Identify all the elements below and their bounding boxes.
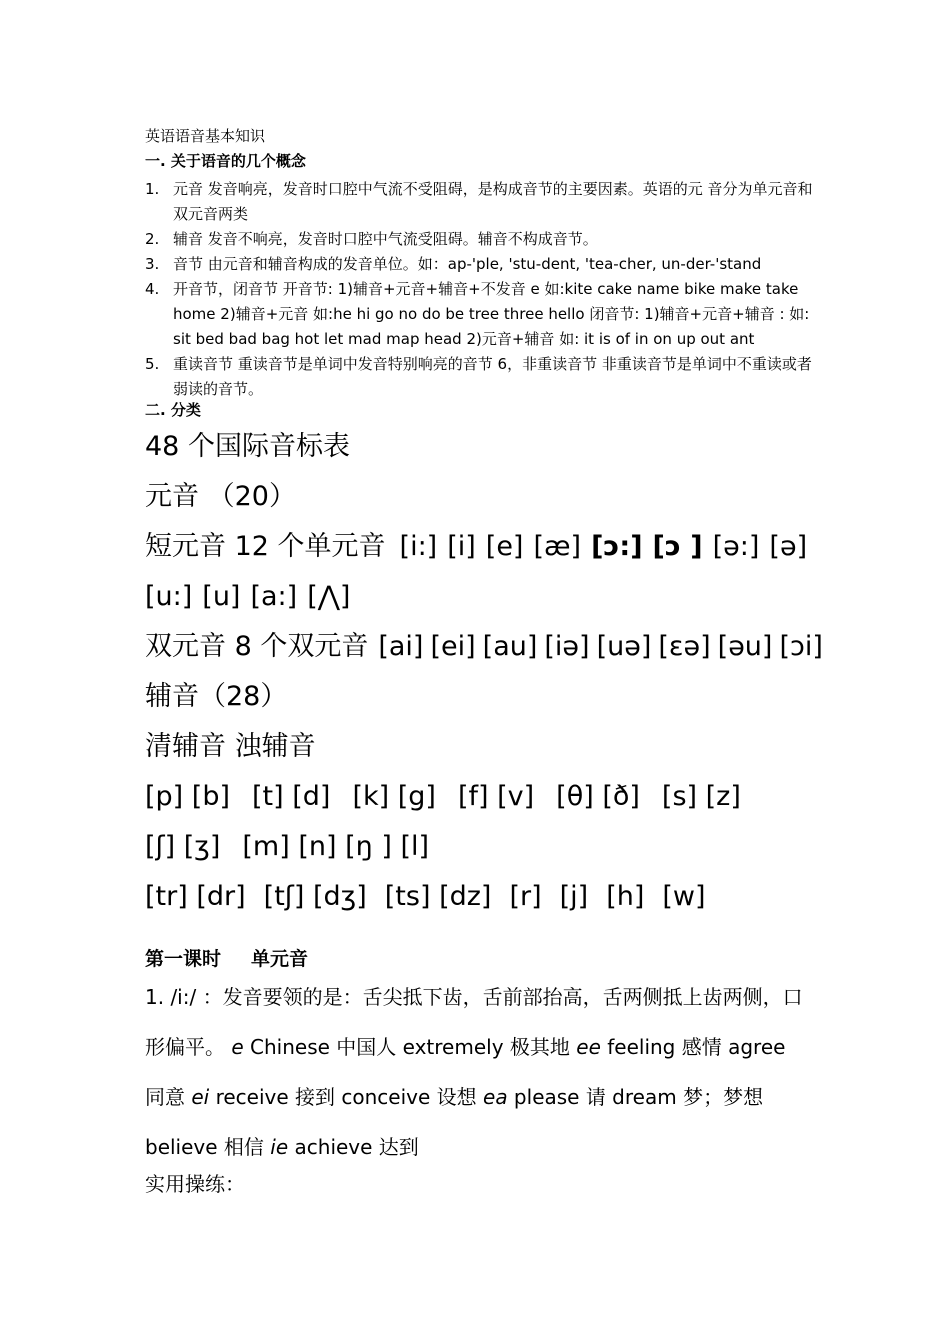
short-vowels-symbols xyxy=(400,531,818,562)
short-vowels-row-2 xyxy=(145,579,360,615)
phonetic-symbol: [e] xyxy=(485,531,524,562)
practice-label: 实用操练： xyxy=(145,1172,245,1196)
section1-heading: 一. 关于语音的几个概念 xyxy=(145,152,306,170)
phonetic-symbol: [æ] xyxy=(533,531,582,562)
phonetic-symbol: [au] xyxy=(482,631,538,662)
short-vowels-row xyxy=(145,529,817,565)
phonetic-symbol: [ə] xyxy=(769,531,808,562)
phonetic-symbol: [i:] xyxy=(399,531,438,562)
list-item: 2. 辅音 发音不响亮，发音时口腔中气流受阻碍。辅音不构成音节。 xyxy=(145,230,598,248)
section2-heading: 二. 分类 xyxy=(145,401,201,419)
phonetic-symbol: [u] xyxy=(202,581,241,612)
phonetic-symbol: [u:] xyxy=(145,581,193,612)
lesson-paragraph: 1. /i:/ ：发音要领的是：舌尖抵下齿，舌前部抬高，舌两侧抵上齿两侧，口形偏平。 e Chinese 中国人 extremely 极其地 ee feeling 感情 agree 同意 ei receive 接到 conceive 设想 ea please 请 dream 梦；梦想 believe 相信 ie achieve 达到 xyxy=(145,985,803,1159)
phonetic-symbol: [uə] xyxy=(596,631,652,662)
lesson-title: 第一课时 单元音 xyxy=(145,948,309,970)
phonetic-symbol: [m] [n] [ŋ ] [l] xyxy=(242,831,430,862)
vowels-heading: 元音 （20） xyxy=(145,481,296,512)
consonants-row-3 xyxy=(145,879,724,915)
phonetic-symbol: [iə] xyxy=(544,631,590,662)
consonants-row-2 xyxy=(145,829,451,865)
doc-title: 英语语音基本知识 xyxy=(145,127,266,145)
consonants-heading: 辅音（28） xyxy=(145,681,288,712)
phonetic-symbol: [ei] xyxy=(430,631,476,662)
diphthongs-label: 双元音 8 个双元音 xyxy=(145,631,369,662)
phonetic-symbol: [ʃ] [ʒ] xyxy=(145,831,221,862)
list-item: 1. 元音 发音响亮，发音时口腔中气流不受阻碍，是构成音节的主要因素。英语的元 音分为单元音和双元音两类 xyxy=(145,180,813,223)
phonetic-symbol: [j] xyxy=(559,881,589,912)
phonetic-symbol: [t] [d] xyxy=(252,781,331,812)
phonetic-symbol: [f] [v] xyxy=(457,781,535,812)
phonetic-symbol: [əu] xyxy=(717,631,773,662)
phonetic-symbol: [ɔ:] xyxy=(591,531,643,562)
phonetic-symbol: [p] [b] xyxy=(145,781,230,812)
phonetic-symbol: [k] [g] xyxy=(352,781,436,812)
phonetic-symbol: [ts] [dz] xyxy=(384,881,492,912)
list-item: 5. 重读音节 重读音节是单词中发音特别响亮的音节 6，非重读音节 非重读音节是单词中不重读或者弱读的音节。 xyxy=(145,355,812,398)
phonetic-symbol: [⋀] xyxy=(307,581,351,612)
phonetic-symbol: [ɔ ] xyxy=(652,531,703,562)
phonetic-symbol: [tʃ] [dʒ] xyxy=(263,881,367,912)
phonetic-symbol: [ɔi] xyxy=(779,631,823,662)
phonetic-symbol: [ə:] xyxy=(712,531,760,562)
phonetic-symbol: [i] xyxy=(447,531,476,562)
phonetic-symbol: [h] xyxy=(606,881,645,912)
phonetic-symbol: [θ] [ð] xyxy=(556,781,640,812)
short-vowels-label: 短元音 12 个单元音 xyxy=(145,531,386,562)
diphthong-symbols xyxy=(378,631,830,662)
consonant-types: 清辅音 浊辅音 xyxy=(145,731,316,762)
concept-list xyxy=(145,177,815,402)
diphthongs-row xyxy=(145,629,830,665)
phonetic-symbol: [w] xyxy=(662,881,706,912)
chart-title: 48 个国际音标表 xyxy=(145,431,350,462)
phonetic-symbol: [ai] xyxy=(378,631,424,662)
phonetic-symbol: [a:] xyxy=(250,581,298,612)
phonetic-symbol: [s] [z] xyxy=(661,781,741,812)
phonetic-symbol: [tr] [dr] xyxy=(145,881,246,912)
list-item: 4. 开音节，闭音节 开音节: 1)辅音+元音+辅音+不发音 e 如:kite cake name bike make take home 2)辅音+元音 如:he hi go no do be tree three hello 闭音节: 1)辅音+元音+辅音 : 如: sit bed bad bag hot let mad map head 2)元音+辅音 如: it is of in on up out ant xyxy=(145,280,810,348)
consonants-row-1 xyxy=(145,779,763,815)
phonetic-symbol: [r] xyxy=(509,881,542,912)
list-item: 3. 音节 由元音和辅音构成的发音单位。如：ap-'ple, 'stu-dent, 'tea-cher, un-der-'stand xyxy=(145,255,762,273)
phonetic-symbol: [εə] xyxy=(658,631,711,662)
